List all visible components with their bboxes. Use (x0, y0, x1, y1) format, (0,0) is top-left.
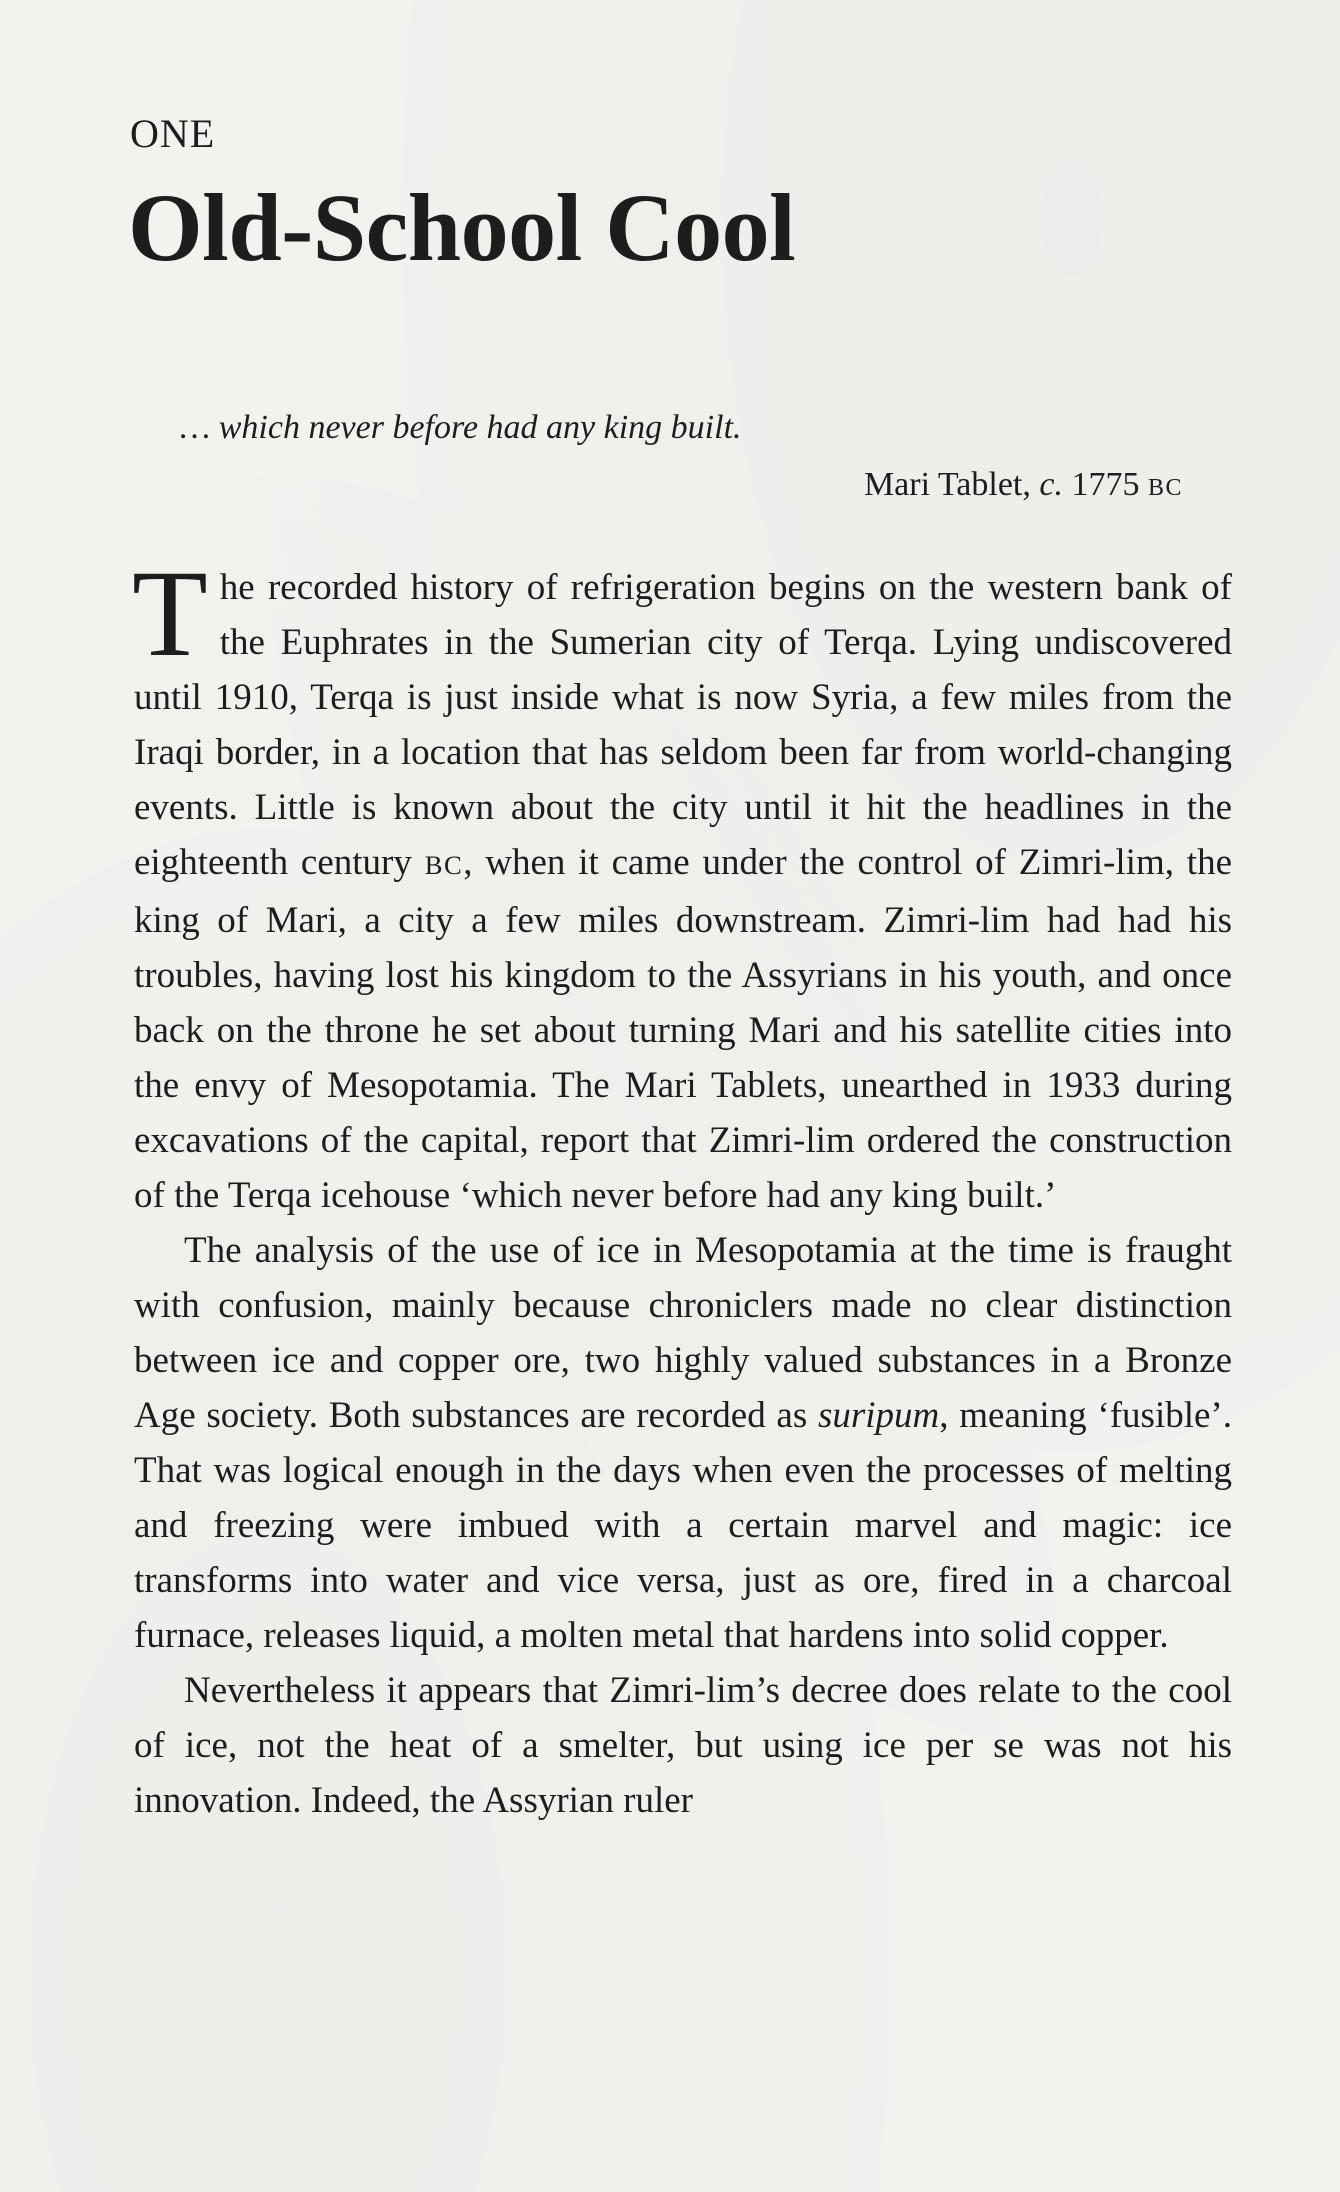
epigraph-source (864, 465, 1183, 506)
paragraph-1-text-a: he recorded history of refrigeration begins on the western bank of the Euphrates in the Sumerian city of Terqa. Lying undiscovered until 1910, Terqa is just inside what is now Syria, a few miles from the Iraqi border, in a location that has seldom been far from world-changing events. Little is known about the city until it hit the headlines in the eighteenth century (134, 567, 1232, 883)
body-paragraph-2 (134, 1223, 1232, 1663)
epigraph-source-year: 1775 (1062, 466, 1148, 503)
drop-cap: T (132, 545, 208, 682)
chapter-title: Old-School Cool (128, 174, 796, 281)
chapter-body (132, 545, 1232, 1828)
epigraph-source-prefix: Mari Tablet, (863, 466, 1040, 503)
paragraph-2-text-a: The analysis of the use of ice in Mesopotamia at the time is fraught with confusion, mainly because chroniclers made no clear distinction between ice and copper ore, two highly valued substances in a Bronze Age society. Both substances are recorded as (134, 1230, 1232, 1436)
paragraph-3-text: Nevertheless it appears that Zimri-lim’s decree does relate to the cool of ice, not the heat of a smelter, but using ice per se was not his innovation. Indeed, the Assyrian ruler (134, 1670, 1232, 1821)
paragraph-2-term: suripum (817, 1395, 940, 1436)
paragraph-2-text-b: , meaning ‘fusible’. That was logical enough in the days when even the processes of melting and freezing were imbued with a certain marvel and magic: ice transforms into water and vice versa, just as ore, fired in a charcoal furnace, releases liquid, a molten metal that hardens into solid copper. (134, 1395, 1232, 1656)
body-paragraph-1 (132, 545, 1232, 1223)
epigraph-quote: … which never before had any king built. (180, 409, 742, 446)
epigraph-source-era: BC (1147, 475, 1183, 501)
chapter-number: ONE (130, 111, 216, 156)
epigraph-source-circa: c. (1039, 466, 1063, 503)
paragraph-1-era: BC (424, 850, 464, 880)
body-paragraph-3 (134, 1663, 1232, 1828)
paragraph-1-text-b: , when it came under the control of Zimri-lim, the king of Mari, a city a few miles downstream. Zimri-lim had had his troubles, having lost his kingdom to the Assyrians in his youth, and once back on the throne he set about turning Mari and his satellite cities into the envy of Mesopotamia. The Mari Tablets, unearthed in 1933 during excavations of the capital, report that Zimri-lim ordered the construction of the Terqa icehouse ‘which never before had any king built.’ (134, 842, 1232, 1216)
